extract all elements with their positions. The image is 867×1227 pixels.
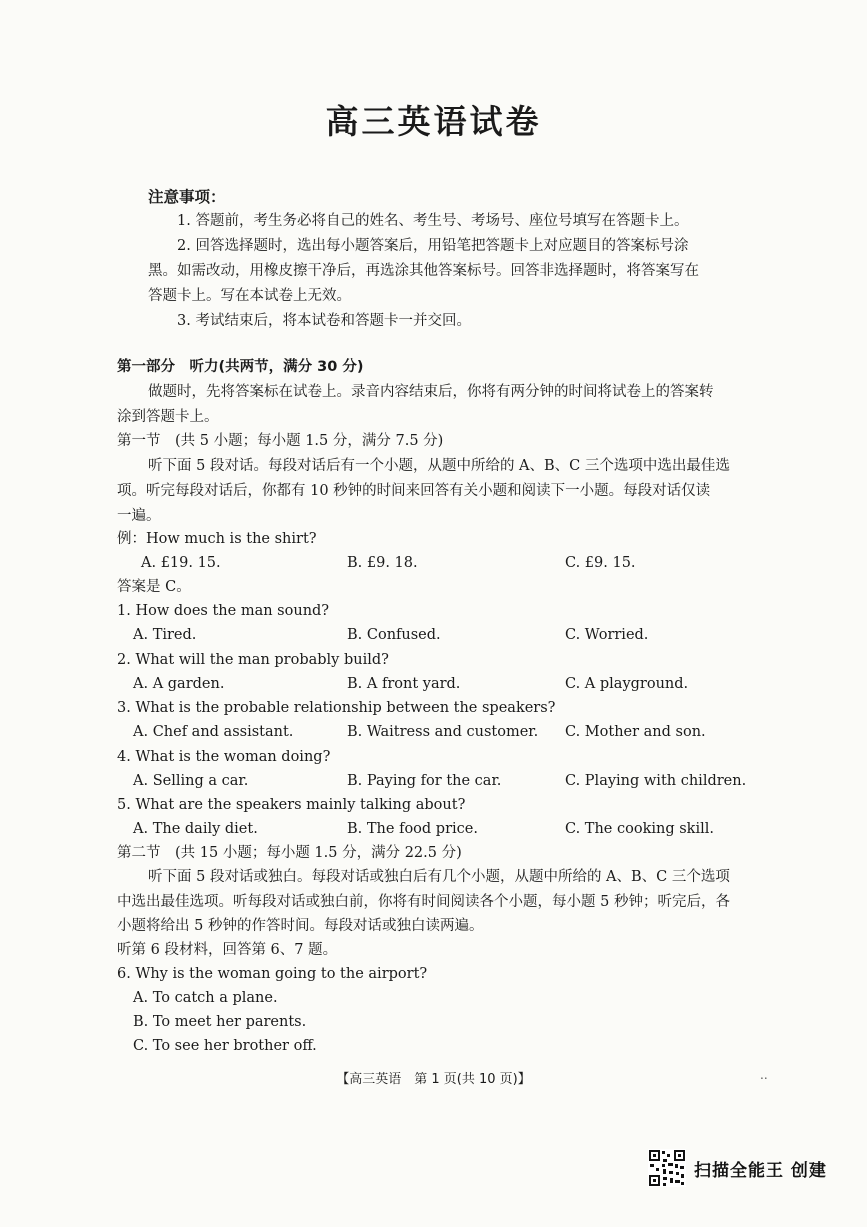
question-2-option-b: B. A front yard. [347,676,461,692]
notice-line-1: 1. 答题前，考生务必将自己的姓名、考生号、考场号、座位号填写在答题卡上。 [177,213,689,229]
section2-heading: 第二节 (共 15 小题；每小题 1.5 分，满分 22.5 分) [117,845,462,861]
notice-line-5: 3. 考试结束后，将本试卷和答题卡一并交回。 [177,313,471,329]
scanner-watermark-text: 扫描全能王 创建 [694,1160,827,1181]
question-2-option-a: A. A garden. [133,676,225,692]
section2-line-4: 听第 6 段材料，回答第 6、7 题。 [117,942,338,958]
question-3-option-c: C. Mother and son. [565,724,706,740]
notice-line-4: 答题卡上。写在本试卷上无效。 [148,288,351,304]
example-question: 例：How much is the shirt? [117,531,317,547]
question-4-option-a: A. Selling a car. [133,773,249,789]
question-5-option-b: B. The food price. [347,821,478,837]
question-1-option-b: B. Confused. [347,627,441,643]
notice-line-2: 2. 回答选择题时，选出每小题答案后，用铅笔把答题卡上对应题目的答案标号涂 [177,238,689,254]
section1-line-3: 一遍。 [117,508,161,524]
section1-heading: 第一节 (共 5 小题；每小题 1.5 分，满分 7.5 分) [117,433,444,449]
page-footer: 【高三英语 第 1 页(共 10 页)】 [336,1072,531,1087]
question-4-option-b: B. Paying for the car. [347,773,502,789]
question-6-option-a: A. To catch a plane. [133,990,278,1006]
question-1-option-c: C. Worried. [565,627,649,643]
question-4: 4. What is the woman doing? [117,749,331,765]
question-5: 5. What are the speakers mainly talking about? [117,797,466,813]
part1-line-1: 做题时，先将答案标在试卷上。录音内容结束后，你将有两分钟的时间将试卷上的答案转 [148,384,714,400]
footer-dots: .. [760,1068,768,1082]
question-1: 1. How does the man sound? [117,603,330,619]
section2-line-2: 中选出最佳选项。听每段对话或独白前，你将有时间阅读各个小题，每小题 5 秒钟；听完后，各 [117,894,730,910]
section2-line-3: 小题将给出 5 秒钟的作答时间。每段对话或独白读两遍。 [117,918,484,934]
example-option-a: A. £19. 15. [141,555,221,571]
qr-code-icon [648,1149,686,1187]
example-option-c: C. £9. 15. [565,555,636,571]
section2-line-1: 听下面 5 段对话或独白。每段对话或独白后有几个小题，从题中所给的 A、B、C 三个选项 [148,869,730,885]
page-title: 高三英语试卷 [325,102,542,141]
example-option-b: B. £9. 18. [347,555,418,571]
question-5-option-c: C. The cooking skill. [565,821,714,837]
question-6-option-c: C. To see her brother off. [133,1038,317,1054]
notice-line-3: 黑。如需改动，用橡皮擦干净后，再选涂其他答案标号。回答非选择题时，将答案写在 [148,263,699,279]
question-6: 6. Why is the woman going to the airport? [117,966,428,982]
question-2: 2. What will the man probably build? [117,652,389,668]
question-1-option-a: A. Tired. [133,627,197,643]
example-answer: 答案是 C。 [117,579,191,595]
part1-heading: 第一部分 听力(共两节，满分 30 分) [117,359,364,375]
section1-line-2: 项。听完每段对话后，你都有 10 秒钟的时间来回答有关小题和阅读下一小题。每段对话仅读 [117,483,711,499]
question-3-option-a: A. Chef and assistant. [133,724,294,740]
question-5-option-a: A. The daily diet. [133,821,258,837]
question-2-option-c: C. A playground. [565,676,689,692]
question-3: 3. What is the probable relationship between the speakers? [117,700,556,716]
notice-heading: 注意事项： [148,188,226,206]
section1-line-1: 听下面 5 段对话。每段对话后有一个小题，从题中所给的 A、B、C 三个选项中选出最佳选 [148,458,730,474]
scanner-watermark [648,1148,827,1188]
question-3-option-b: B. Waitress and customer. [347,724,539,740]
part1-line-2: 涂到答题卡上。 [117,409,219,425]
question-4-option-c: C. Playing with children. [565,773,747,789]
question-6-option-b: B. To meet her parents. [133,1014,307,1030]
